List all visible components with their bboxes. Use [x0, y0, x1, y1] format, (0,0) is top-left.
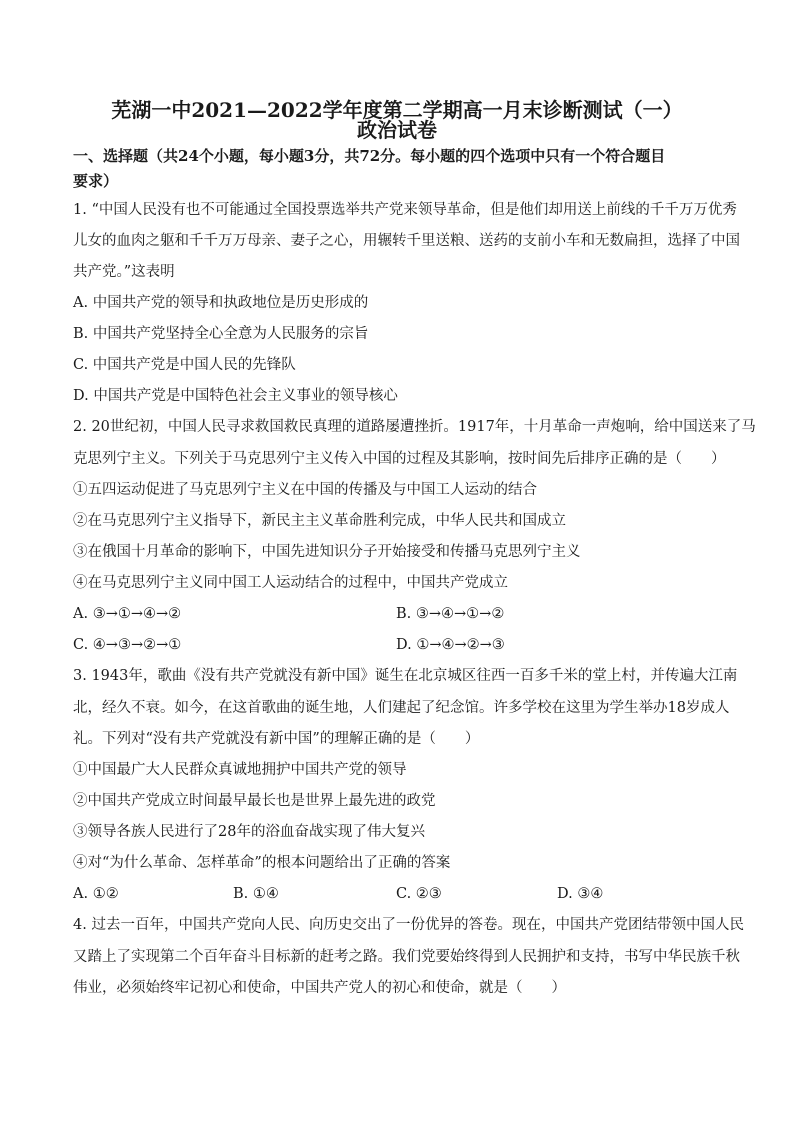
q2-option-c: C. ④→③→②→①: [73, 637, 182, 653]
q3-stem-line-2: 北，经久不衰。如今，在这首歌曲的诞生地，人们建起了纪念馆。许多学校在这里为学生举办18岁成人: [73, 700, 730, 716]
q2-option-b: B. ③→④→①→②: [396, 606, 505, 622]
q3-item-2: ②中国共产党成立时间最早最长也是世界上最先进的政党: [73, 793, 436, 809]
q4-stem-line-1: 4. 过去一百年，中国共产党向人民、向历史交出了一份优异的答卷。现在，中国共产党团结带领中国人民: [73, 917, 744, 933]
q3-stem-line-3: 礼。下列对“没有共产党就没有新中国”的理解正确的是（ ）: [73, 731, 480, 747]
q1-option-c: C. 中国共产党是中国人民的先锋队: [73, 357, 296, 373]
q2-item-4: ④在马克思列宁主义同中国工人运动结合的过程中，中国共产党成立: [73, 575, 508, 591]
q1-option-b: B. 中国共产党坚持全心全意为人民服务的宗旨: [73, 326, 369, 342]
q2-option-d: D. ①→④→②→③: [396, 637, 505, 653]
q1-option-d: D. 中国共产党是中国特色社会主义事业的领导核心: [73, 388, 398, 404]
q3-stem-line-1: 3. 1943年，歌曲《没有共产党就没有新中国》诞生在北京城区往西一百多千米的堂上村，并传遍大江南: [73, 668, 738, 684]
q3-option-a: A. ①②: [73, 886, 119, 902]
q2-item-2: ②在马克思列宁主义指导下，新民主主义革命胜利完成，中华人民共和国成立: [73, 513, 566, 529]
q2-option-a: A. ③→①→④→②: [73, 606, 182, 622]
q3-item-4: ④对“为什么革命、怎样革命”的根本问题给出了正确的答案: [73, 855, 451, 871]
q3-item-1: ①中国最广大人民群众真诚地拥护中国共产党的领导: [73, 762, 407, 778]
q2-item-1: ①五四运动促进了马克思列宁主义在中国的传播及与中国工人运动的结合: [73, 482, 537, 498]
q1-stem-line-1: 1. “中国人民没有也不可能通过全国投票选举共产党来领导革命，但是他们却用送上前线的千千万万优秀: [73, 202, 737, 218]
q3-item-3: ③领导各族人民进行了28年的浴血奋战实现了伟大复兴: [73, 824, 425, 840]
section-heading-line-1: 一、选择题（共24个小题，每小题3分，共72分。每小题的四个选项中只有一个符合题目: [73, 147, 666, 165]
q2-stem-line-1: 2. 20世纪初，中国人民寻求救国救民真理的道路屡遭挫折。1917年，十月革命一声炮响，给中国送来了马: [73, 419, 756, 435]
q3-option-d: D. ③④: [557, 886, 604, 902]
q2-item-3: ③在俄国十月革命的影响下，中国先进知识分子开始接受和传播马克思列宁主义: [73, 544, 581, 560]
exam-title: 芜湖一中2021—2022学年度第二学期高一月末诊断测试（一）: [111, 98, 683, 122]
q4-stem-line-2: 又踏上了实现第二个百年奋斗目标新的赶考之路。我们党要始终得到人民拥护和支持，书写中华民族千秋: [73, 949, 740, 965]
q2-stem-line-2: 克思列宁主义。下列关于马克思列宁主义传入中国的过程及其影响，按时间先后排序正确的是（ ）: [73, 451, 726, 467]
q3-option-b: B. ①④: [233, 886, 279, 902]
q1-option-a: A. 中国共产党的领导和执政地位是历史形成的: [73, 295, 369, 311]
section-heading-line-2: 要求）: [73, 172, 119, 190]
q1-stem-line-3: 共产党。”这表明: [73, 264, 175, 280]
q4-stem-line-3: 伟业，必须始终牢记初心和使命，中国共产党人的初心和使命，就是（ ）: [73, 980, 566, 996]
exam-subtitle: 政治试卷: [357, 118, 437, 142]
q3-option-c: C. ②③: [396, 886, 442, 902]
q1-stem-line-2: 儿女的血肉之躯和千千万万母亲、妻子之心，用辗转千里送粮、送药的支前小车和无数扁担，选择了中国: [73, 233, 740, 249]
